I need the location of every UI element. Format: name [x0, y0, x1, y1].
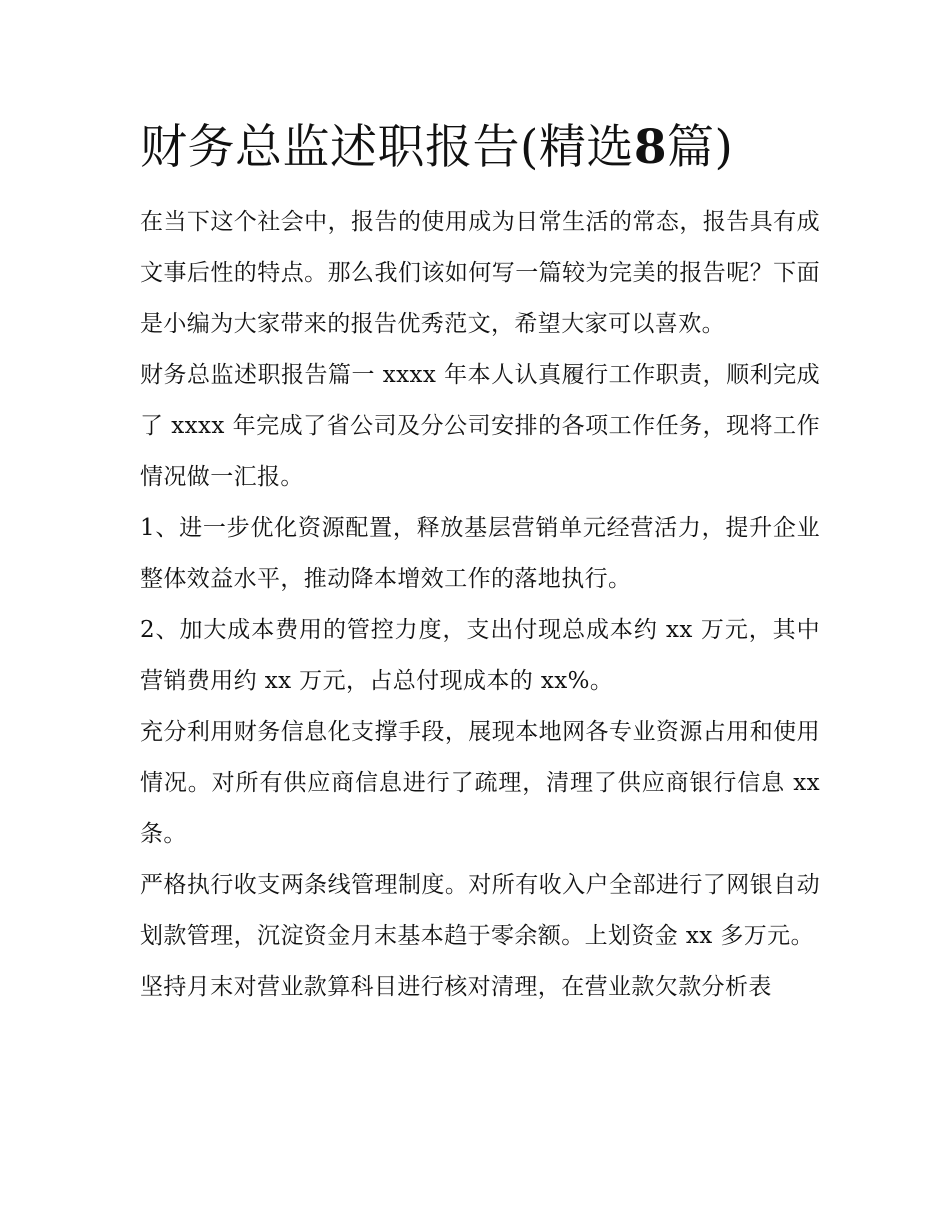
document-title	[140, 112, 860, 184]
item-2-paragraph: 2、加大成本费用的管控力度，支出付现总成本约 xx 万元，其中营销费用约 xx 万元，占总付现成本的 xx%。	[140, 617, 820, 694]
fund-management-paragraph: 严格执行收支两条线管理制度。对所有收入户全部进行了网银自动划款管理，沉淀资金月末基本趋于零余额。上划资金 xx 多万元。	[140, 872, 820, 949]
item-1-paragraph: 1、进一步优化资源配置，释放基层营销单元经营活力，提升企业整体效益水平，推动降本增效工作的落地执行。	[140, 515, 820, 592]
title-suffix: 篇)	[667, 120, 734, 175]
reconciliation-paragraph: 坚持月末对营业款算科目进行核对清理，在营业款欠款分析表	[140, 974, 772, 1000]
title-prefix: 财务总监述职报告(精选	[140, 120, 634, 175]
intro-paragraph: 在当下这个社会中，报告的使用成为日常生活的常态，报告具有成文事后性的特点。那么我们该如何写一篇较为完美的报告呢？下面是小编为大家带来的报告优秀范文，希望大家可以喜欢。	[140, 209, 820, 337]
title-number: 8	[633, 120, 668, 175]
informatization-paragraph: 充分利用财务信息化支撑手段，展现本地网各专业资源占用和使用情况。对所有供应商信息进行了疏理，清理了供应商银行信息 xx 条。	[140, 719, 820, 847]
document-body	[140, 197, 820, 1013]
report-opening-paragraph: 财务总监述职报告篇一 xxxx 年本人认真履行工作职责，顺利完成了 xxxx 年完成了省公司及分公司安排的各项工作任务，现将工作情况做一汇报。	[140, 362, 820, 490]
